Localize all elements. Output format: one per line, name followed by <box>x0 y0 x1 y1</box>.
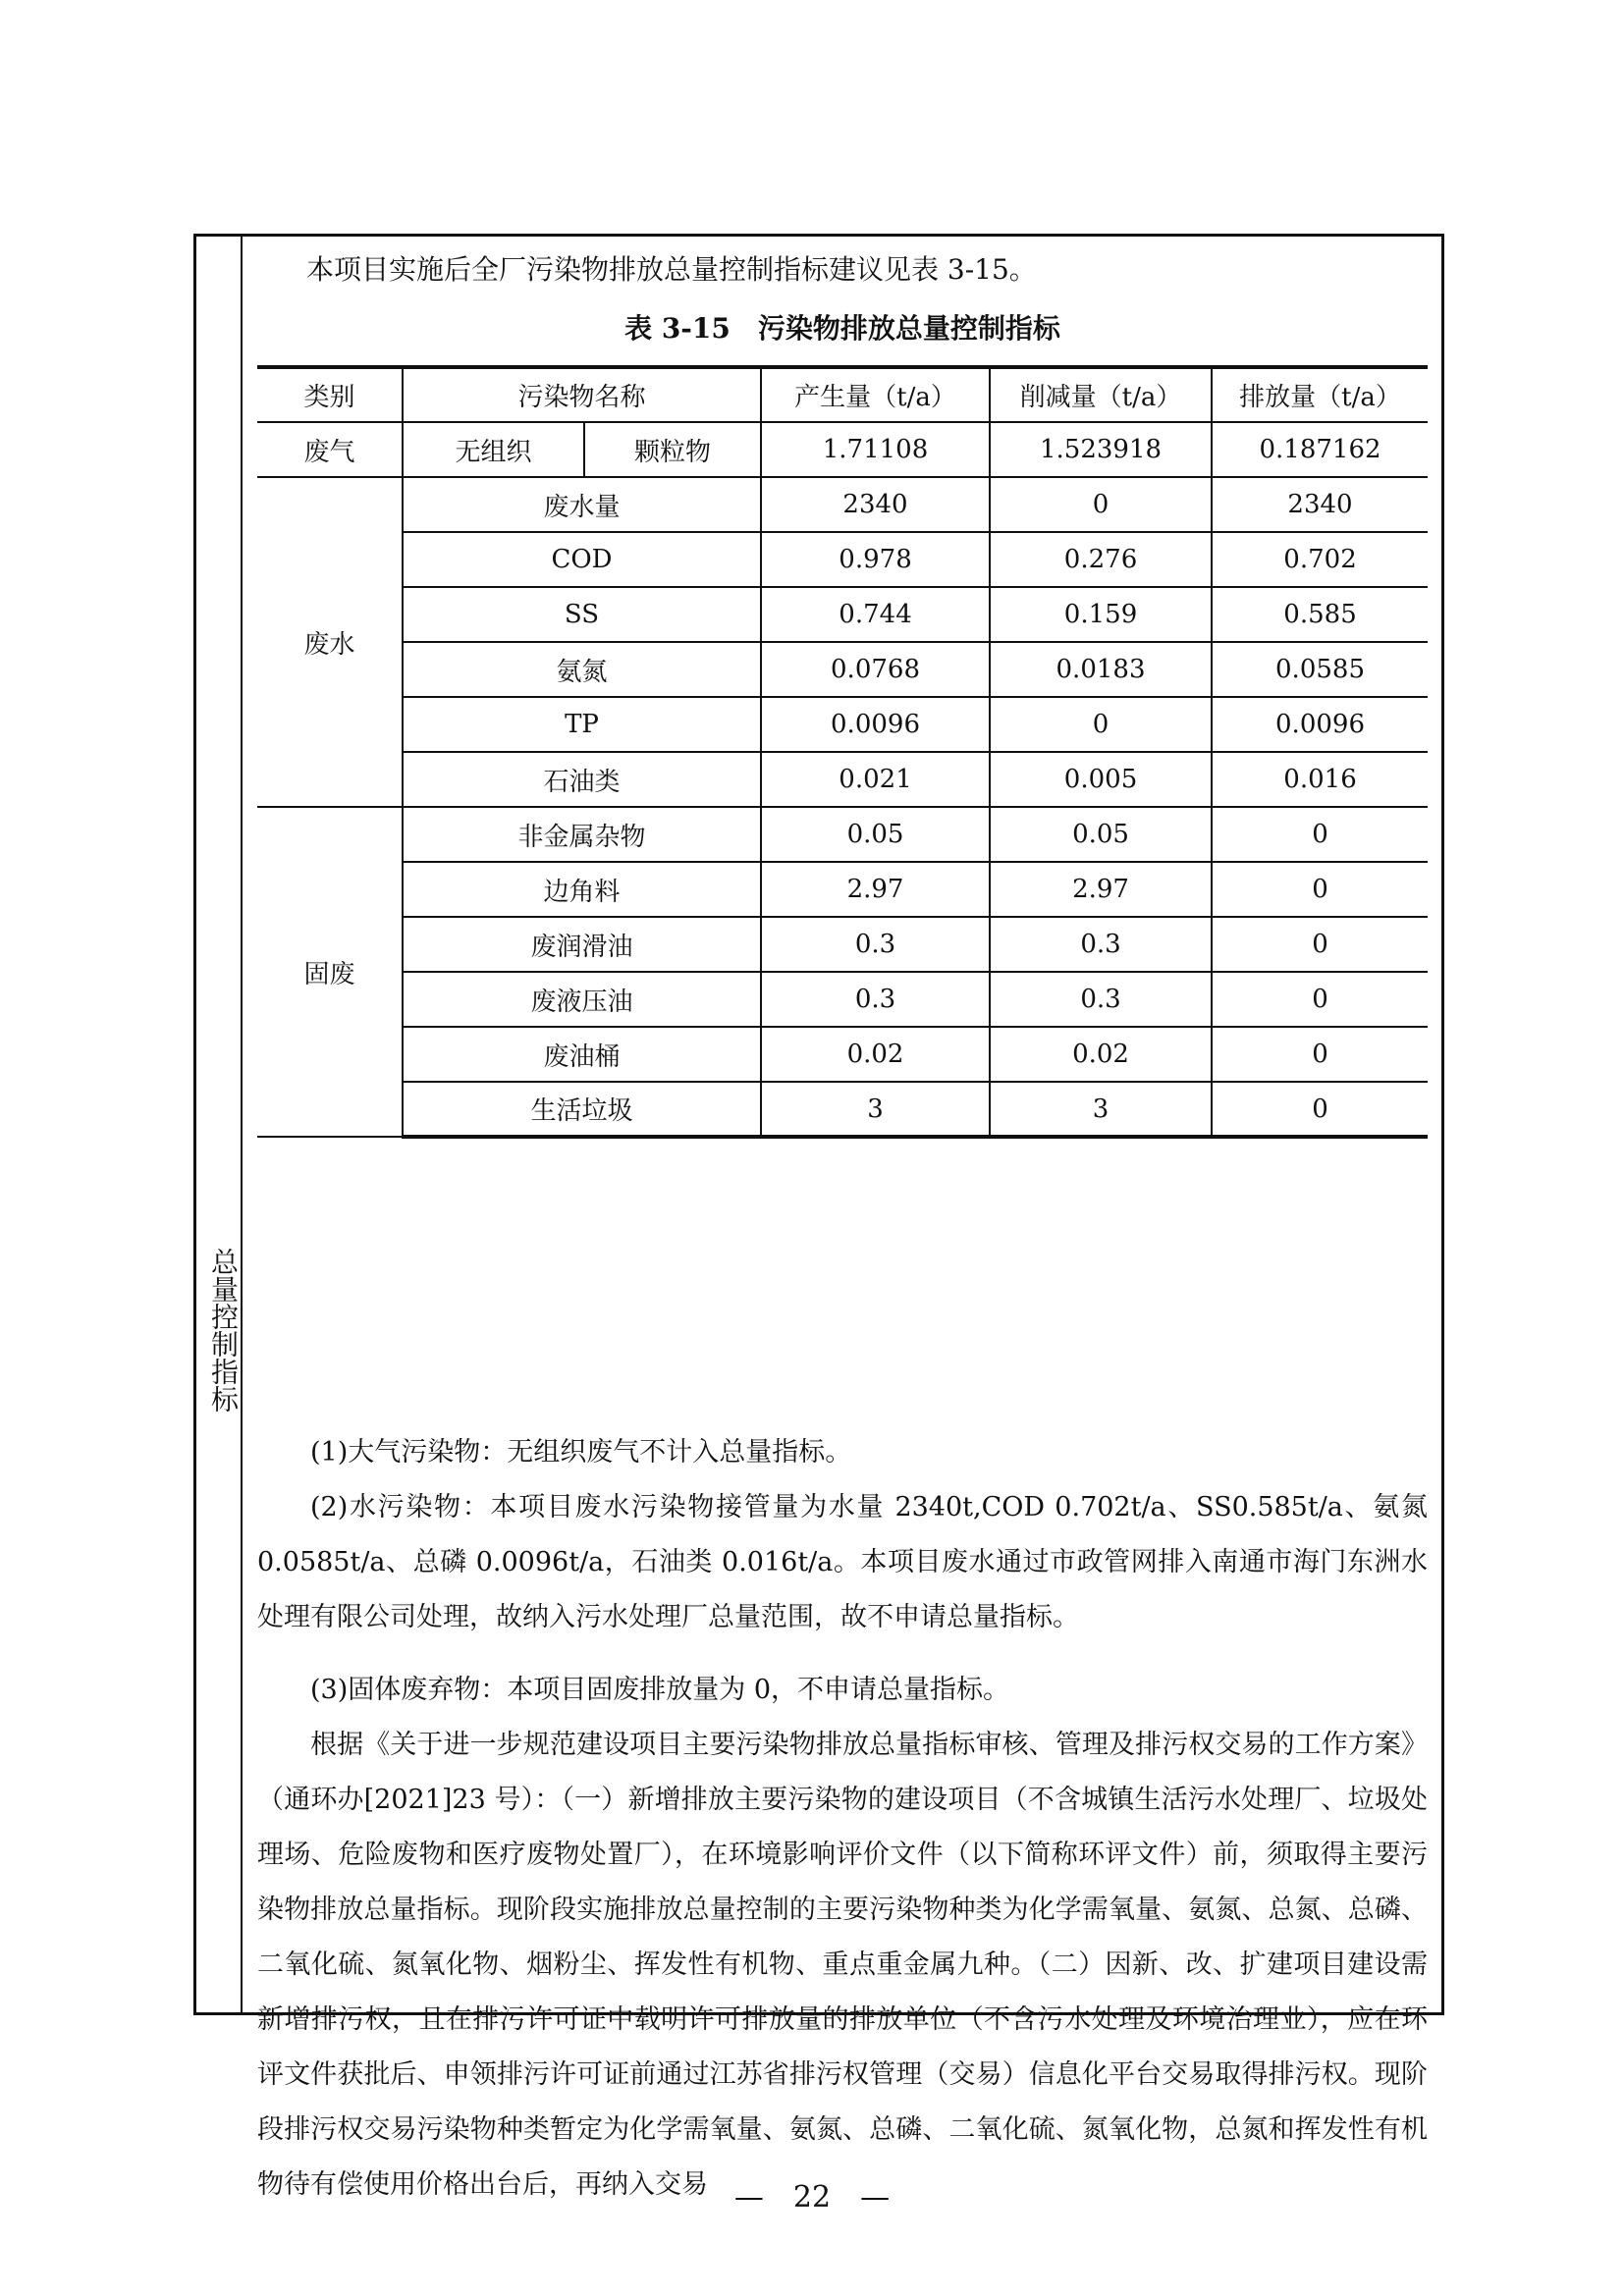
produced-cell: 0.021 <box>761 752 990 807</box>
reduced-cell: 1.523918 <box>990 422 1212 477</box>
emitted-cell: 0 <box>1212 972 1428 1027</box>
category-cell: 废水 <box>257 477 403 807</box>
emitted-cell: 0 <box>1212 917 1428 972</box>
page-number: — 22 — <box>733 2180 891 2215</box>
produced-cell: 3 <box>761 1082 990 1137</box>
pollutant-cell: 废液压油 <box>403 972 761 1027</box>
table-row <box>257 477 1428 532</box>
table-row <box>257 587 1428 642</box>
header-produced: 产生量（t/a） <box>761 367 990 422</box>
reduced-cell: 0.02 <box>990 1027 1212 1082</box>
pollutant-cell: 氨氮 <box>403 642 761 697</box>
pollutant-cell: 废油桶 <box>403 1027 761 1082</box>
emitted-cell: 0.585 <box>1212 587 1428 642</box>
pollutant-cell: COD <box>403 532 761 587</box>
table-row <box>257 532 1428 587</box>
body-paragraphs <box>257 1425 1428 2213</box>
reduced-cell: 2.97 <box>990 862 1212 917</box>
reduced-cell: 0.3 <box>990 917 1212 972</box>
table-row <box>257 1082 1428 1137</box>
produced-cell: 0.3 <box>761 972 990 1027</box>
table-caption: 表 3-15 污染物排放总量控制指标 <box>624 312 1060 345</box>
produced-cell: 0.0768 <box>761 642 990 697</box>
produced-cell: 0.978 <box>761 532 990 587</box>
produced-cell: 0.3 <box>761 917 990 972</box>
reduced-cell: 0.05 <box>990 807 1212 862</box>
table-row <box>257 422 1428 477</box>
produced-cell: 0.05 <box>761 807 990 862</box>
header-reduced: 削减量（t/a） <box>990 367 1212 422</box>
paragraph-solid: (3)固体废弃物：本项目固废排放量为 0，不申请总量指标。 <box>310 1675 1010 1705</box>
paragraph-policy: 根据《关于进一步规范建设项目主要污染物排放总量指标审核、管理及排污权交易的工作方案》（通环办[2021]23 号）：（一）新增排放主要污染物的建设项目（不含城镇生活污水处理厂、垃圾处理场、危险废物和医疗废物处置厂），在环境影响评价文件（以下简称环评文件）前，须取得主要污染物排放总量指标。现阶段实施排放总量控制的主要污染物种类为化学需氧量、氨氮、总氮、总磷、二氧化硫、氮氧化物、烟粉尘、挥发性有机物、重点重金属九种。（二）因新、改、扩建项目建设需新增排污权，且在排污许可证中载明许可排放量的排放单位（不含污水处理及环境治理业），应在环评文件获批后、申领排污许可证前通过江苏省排污权管理（交易）信息化平台交易取得排污权。现阶段排污权交易污染物种类暂定为化学需氧量、氨氮、总磷、二氧化硫、氮氧化物，总氮和挥发性有机物待有偿使用价格出台后，再纳入交易 <box>257 1730 1428 2200</box>
pollutant-cell: 石油类 <box>403 752 761 807</box>
category-cell: 废气 <box>257 422 403 477</box>
reduced-cell: 0 <box>990 697 1212 752</box>
intro-text: 本项目实施后全厂污染物排放总量控制指标建议见表 3-15。 <box>306 253 1037 286</box>
pollutant-cell: TP <box>403 697 761 752</box>
pollutant-cell: 废水量 <box>403 477 761 532</box>
emitted-cell: 0 <box>1212 862 1428 917</box>
source-cell: 无组织 <box>403 422 584 477</box>
produced-cell: 1.71108 <box>761 422 990 477</box>
table-row <box>257 697 1428 752</box>
emitted-cell: 0.702 <box>1212 532 1428 587</box>
table-row <box>257 917 1428 972</box>
pollutant-cell: 颗粒物 <box>584 422 761 477</box>
table-row <box>257 807 1428 862</box>
pollutant-cell: 非金属杂物 <box>403 807 761 862</box>
paragraph-water: (2)水污染物：本项目废水污染物接管量为水量 2340t,COD 0.702t/a、SS0.585t/a、氨氮 0.0585t/a、总磷 0.0096t/a，石油类 0.016t/a。本项目废水通过市政管网排入南通市海门东洲水处理有限公司处理，故纳入污水处理厂总量范围，故不申请总量指标。 <box>257 1492 1428 1632</box>
produced-cell: 2340 <box>761 477 990 532</box>
emitted-cell: 0.0096 <box>1212 697 1428 752</box>
table-row <box>257 862 1428 917</box>
reduced-cell: 0.005 <box>990 752 1212 807</box>
header-category: 类别 <box>257 367 403 422</box>
reduced-cell: 0.0183 <box>990 642 1212 697</box>
produced-cell: 2.97 <box>761 862 990 917</box>
table-row <box>257 752 1428 807</box>
pollutant-cell: SS <box>403 587 761 642</box>
pollutant-control-table <box>257 365 1428 1139</box>
emitted-cell: 0.0585 <box>1212 642 1428 697</box>
reduced-cell: 0 <box>990 477 1212 532</box>
produced-cell: 0.744 <box>761 587 990 642</box>
produced-cell: 0.0096 <box>761 697 990 752</box>
table-header-row <box>257 367 1428 422</box>
table-row <box>257 1027 1428 1082</box>
pollutant-cell: 边角料 <box>403 862 761 917</box>
category-cell: 固废 <box>257 807 403 1137</box>
table-row <box>257 972 1428 1027</box>
reduced-cell: 3 <box>990 1082 1212 1137</box>
reduced-cell: 0.3 <box>990 972 1212 1027</box>
paragraph-air: (1)大气污染物：无组织废气不计入总量指标。 <box>310 1437 852 1468</box>
emitted-cell: 0 <box>1212 1082 1428 1137</box>
header-emitted: 排放量（t/a） <box>1212 367 1428 422</box>
header-pollutant: 污染物名称 <box>403 367 761 422</box>
pollutant-cell: 废润滑油 <box>403 917 761 972</box>
emitted-cell: 0.187162 <box>1212 422 1428 477</box>
emitted-cell: 0.016 <box>1212 752 1428 807</box>
emitted-cell: 2340 <box>1212 477 1428 532</box>
side-column <box>196 237 243 2012</box>
emitted-cell: 0 <box>1212 807 1428 862</box>
reduced-cell: 0.159 <box>990 587 1212 642</box>
table-row <box>257 642 1428 697</box>
emitted-cell: 0 <box>1212 1027 1428 1082</box>
produced-cell: 0.02 <box>761 1027 990 1082</box>
reduced-cell: 0.276 <box>990 532 1212 587</box>
pollutant-cell: 生活垃圾 <box>403 1082 761 1137</box>
side-label: 总量控制指标 <box>207 1248 240 1413</box>
